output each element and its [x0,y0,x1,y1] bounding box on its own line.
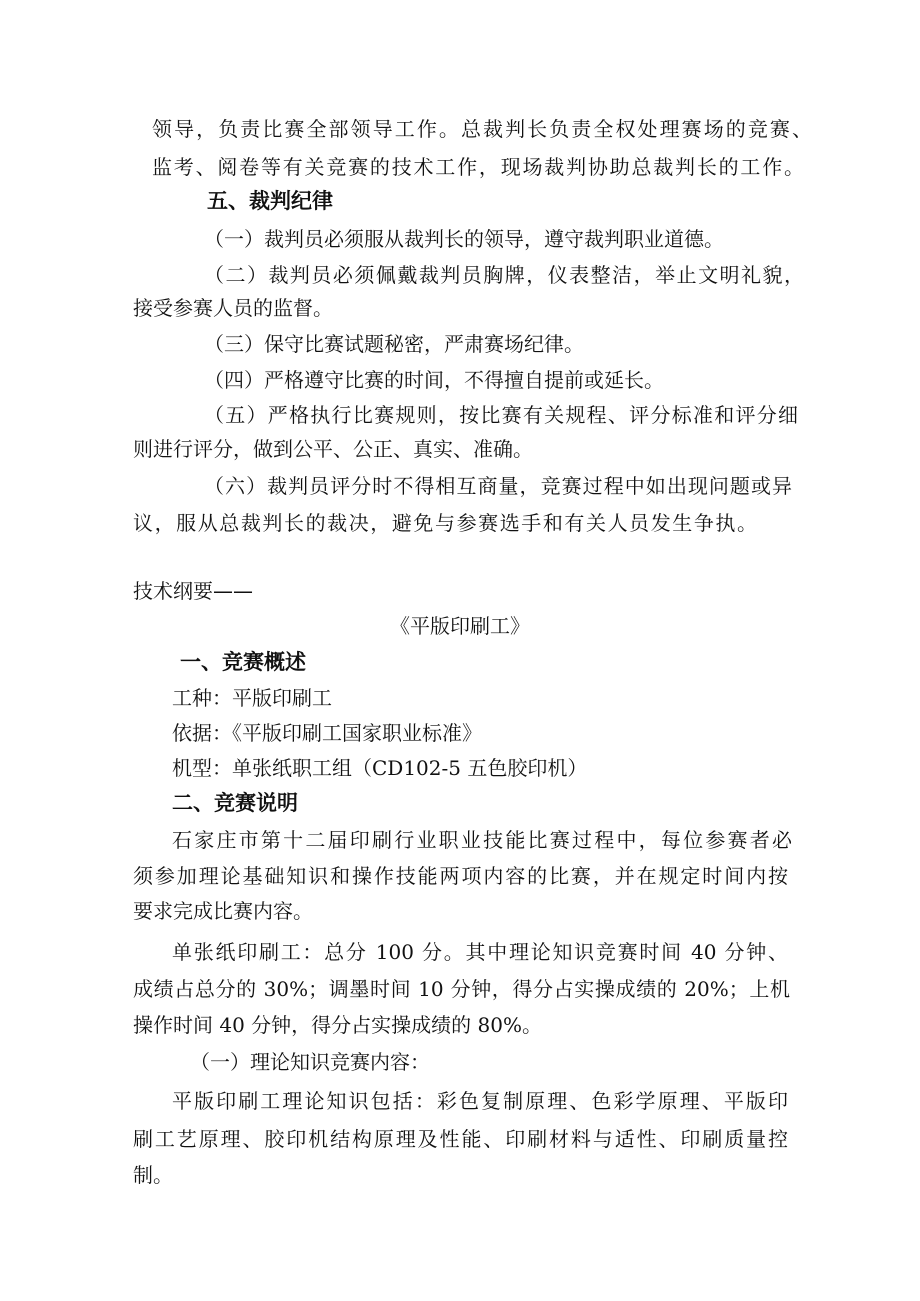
description-p2-line-1: 单张纸印刷工：总分 100 分。其中理论知识竞赛时间 40 分钟、 [172,940,788,964]
discipline-item-2-line-2: 接受参赛人员的监督。 [133,296,333,320]
discipline-item-5-line-2: 则进行评分，做到公平、公正、真实、准确。 [133,437,533,461]
discipline-item-1: （一）裁判员必须服从裁判长的领导，遵守裁判职业道德。 [204,227,724,251]
overview-job: 工种：平版印刷工 [172,686,332,710]
discipline-item-5-line-1: （五）严格执行比赛规则，按比赛有关规程、评分标准和评分细 [204,403,798,427]
outline-label: 技术纲要—— [133,579,253,603]
discipline-item-6-line-2: 议，服从总裁判长的裁决，避免与参赛选手和有关人员发生争执。 [133,511,757,535]
outline-title: 《平版印刷工》 [390,614,530,638]
description-p1-line-3: 要求完成比赛内容。 [133,899,313,923]
description-heading: 二、竞赛说明 [172,791,298,815]
description-p3-line-1: 平版印刷工理论知识包括：彩色复制原理、色彩学原理、平版印 [172,1089,788,1113]
discipline-item-4: （四）严格遵守比赛的时间，不得擅自提前或延长。 [204,368,664,392]
overview-model: 机型：单张纸职工组（CD102-5 五色胶印机） [172,756,588,780]
intro-line-1: 领导，负责比赛全部领导工作。总裁判长负责全权处理赛场的竞赛、 [152,117,812,141]
discipline-item-6-line-1: （六）裁判员评分时不得相互商量，竞赛过程中如出现问题或异 [204,474,792,498]
description-p3-line-2: 刷工艺原理、胶印机结构原理及性能、印刷材料与适性、印刷质量控 [133,1127,788,1151]
description-p2-line-2: 成绩占总分的 30%；调墨时间 10 分钟，得分占实操成绩的 20%；上机 [133,977,790,1001]
discipline-heading: 五、裁判纪律 [207,189,333,213]
discipline-item-2-line-1: （二）裁判员必须佩戴裁判员胸牌，仪表整洁，举止文明礼貌， [204,263,804,287]
overview-basis: 依据：《平版印刷工国家职业标准》 [172,721,482,745]
description-p1-line-2: 须参加理论基础知识和操作技能两项内容的比赛，并在规定时间内按 [133,864,788,888]
discipline-item-3: （三）保守比赛试题秘密，严肃赛场纪律。 [204,332,584,356]
overview-heading: 一、竞赛概述 [180,650,306,674]
description-p3-line-3: 制。 [133,1163,173,1187]
intro-line-2: 监考、阅卷等有关竞赛的技术工作，现场裁判协助总裁判长的工作。 [152,155,804,179]
description-p1-line-1: 石家庄市第十二届印刷行业职业技能比赛过程中，每位参赛者必 [172,828,792,852]
description-p2-line-3: 操作时间 40 分钟，得分占实操成绩的 80%。 [133,1013,542,1037]
description-sub1: （一）理论知识竞赛内容： [190,1050,430,1074]
